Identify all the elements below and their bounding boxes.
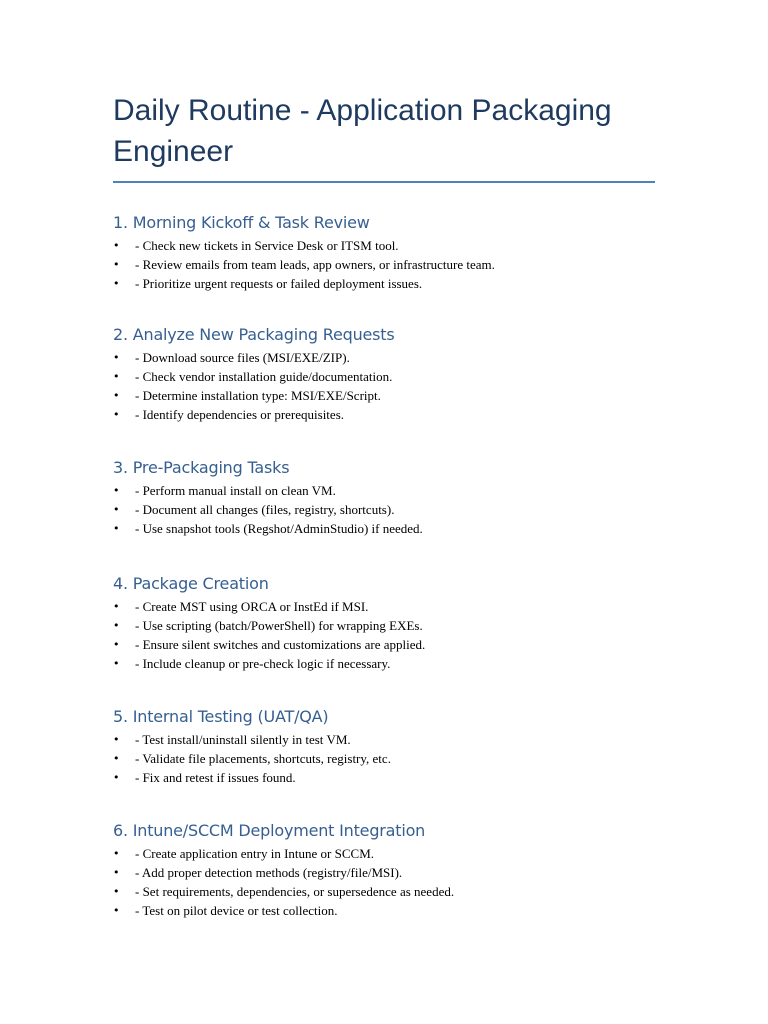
bullet-dot-icon: • xyxy=(113,484,120,497)
bullet-dot-icon: • xyxy=(113,885,120,898)
bullet-list xyxy=(113,730,655,787)
bullet-dot-icon: • xyxy=(113,351,120,364)
list-item xyxy=(113,635,655,654)
section-heading: 6. Intune/SCCM Deployment Integration xyxy=(113,821,426,840)
bullet-dot-icon: • xyxy=(113,657,120,670)
list-item xyxy=(113,367,655,386)
list-item-text: - Fix and retest if issues found. xyxy=(135,770,296,785)
bullet-dot-icon: • xyxy=(113,638,120,651)
list-item-text: - Check vendor installation guide/documentation. xyxy=(135,369,393,384)
bullet-dot-icon: • xyxy=(113,408,120,421)
list-item-text: - Create MST using ORCA or InstEd if MSI. xyxy=(135,599,369,614)
bullet-dot-icon: • xyxy=(113,389,120,402)
section-5 xyxy=(113,707,655,787)
list-item xyxy=(113,749,655,768)
bullet-list xyxy=(113,236,655,293)
bullet-dot-icon: • xyxy=(113,752,120,765)
list-item-text: - Check new tickets in Service Desk or ITSM tool. xyxy=(135,238,399,253)
list-item-text: - Use scripting (batch/PowerShell) for wrapping EXEs. xyxy=(135,618,423,633)
list-item-text: - Ensure silent switches and customizations are applied. xyxy=(135,637,426,652)
section-heading: 3. Pre-Packaging Tasks xyxy=(113,458,290,477)
list-item xyxy=(113,405,655,424)
bullet-list xyxy=(113,844,655,920)
section-heading: 4. Package Creation xyxy=(113,574,269,593)
list-item xyxy=(113,863,655,882)
section-4 xyxy=(113,574,655,673)
bullet-dot-icon: • xyxy=(113,522,120,535)
bullet-list xyxy=(113,597,655,673)
section-heading: 1. Morning Kickoff & Task Review xyxy=(113,213,370,232)
list-item-text: - Perform manual install on clean VM. xyxy=(135,483,336,498)
list-item-text: - Add proper detection methods (registry/file/MSI). xyxy=(135,865,403,880)
bullet-dot-icon: • xyxy=(113,370,120,383)
list-item-text: - Test on pilot device or test collection. xyxy=(135,903,338,918)
list-item xyxy=(113,255,655,274)
bullet-dot-icon: • xyxy=(113,258,120,271)
bullet-dot-icon: • xyxy=(113,904,120,917)
list-item xyxy=(113,882,655,901)
bullet-dot-icon: • xyxy=(113,847,120,860)
bullet-dot-icon: • xyxy=(113,733,120,746)
bullet-dot-icon: • xyxy=(113,503,120,516)
section-1 xyxy=(113,213,655,293)
list-item xyxy=(113,500,655,519)
list-item-text: - Prioritize urgent requests or failed deployment issues. xyxy=(135,276,423,291)
section-2 xyxy=(113,325,655,424)
list-item-text: - Download source files (MSI/EXE/ZIP). xyxy=(135,350,350,365)
section-heading: 2. Analyze New Packaging Requests xyxy=(113,325,395,344)
title-divider xyxy=(113,181,655,183)
bullet-dot-icon: • xyxy=(113,619,120,632)
bullet-dot-icon: • xyxy=(113,239,120,252)
section-heading: 5. Internal Testing (UAT/QA) xyxy=(113,707,329,726)
section-6 xyxy=(113,821,655,920)
list-item xyxy=(113,768,655,787)
bullet-dot-icon: • xyxy=(113,277,120,290)
list-item-text: - Include cleanup or pre-check logic if necessary. xyxy=(135,656,391,671)
list-item-text: - Create application entry in Intune or SCCM. xyxy=(135,846,375,861)
list-item xyxy=(113,274,655,293)
list-item-text: - Use snapshot tools (Regshot/AdminStudio) if needed. xyxy=(135,521,423,536)
list-item xyxy=(113,519,655,538)
list-item xyxy=(113,386,655,405)
section-3 xyxy=(113,458,655,538)
list-item xyxy=(113,236,655,255)
list-item-text: - Determine installation type: MSI/EXE/Script. xyxy=(135,388,381,403)
list-item-text: - Identify dependencies or prerequisites. xyxy=(135,407,345,422)
document-title-line2: Engineer xyxy=(113,135,234,168)
document-title xyxy=(113,90,655,172)
bullet-list xyxy=(113,348,655,424)
list-item-text: - Test install/uninstall silently in test VM. xyxy=(135,732,351,747)
list-item xyxy=(113,844,655,863)
list-item xyxy=(113,901,655,920)
list-item xyxy=(113,348,655,367)
bullet-dot-icon: • xyxy=(113,771,120,784)
list-item-text: - Document all changes (files, registry, shortcuts). xyxy=(135,502,395,517)
sections-container xyxy=(113,213,655,920)
list-item xyxy=(113,654,655,673)
list-item-text: - Set requirements, dependencies, or supersedence as needed. xyxy=(135,884,455,899)
list-item xyxy=(113,481,655,500)
list-item xyxy=(113,730,655,749)
list-item xyxy=(113,616,655,635)
document-title-line1: Daily Routine - Application Packaging xyxy=(113,94,612,127)
bullet-dot-icon: • xyxy=(113,866,120,879)
list-item-text: - Review emails from team leads, app owners, or infrastructure team. xyxy=(135,257,495,272)
bullet-list xyxy=(113,481,655,538)
list-item xyxy=(113,597,655,616)
bullet-dot-icon: • xyxy=(113,600,120,613)
document-page xyxy=(113,90,655,920)
list-item-text: - Validate file placements, shortcuts, registry, etc. xyxy=(135,751,391,766)
